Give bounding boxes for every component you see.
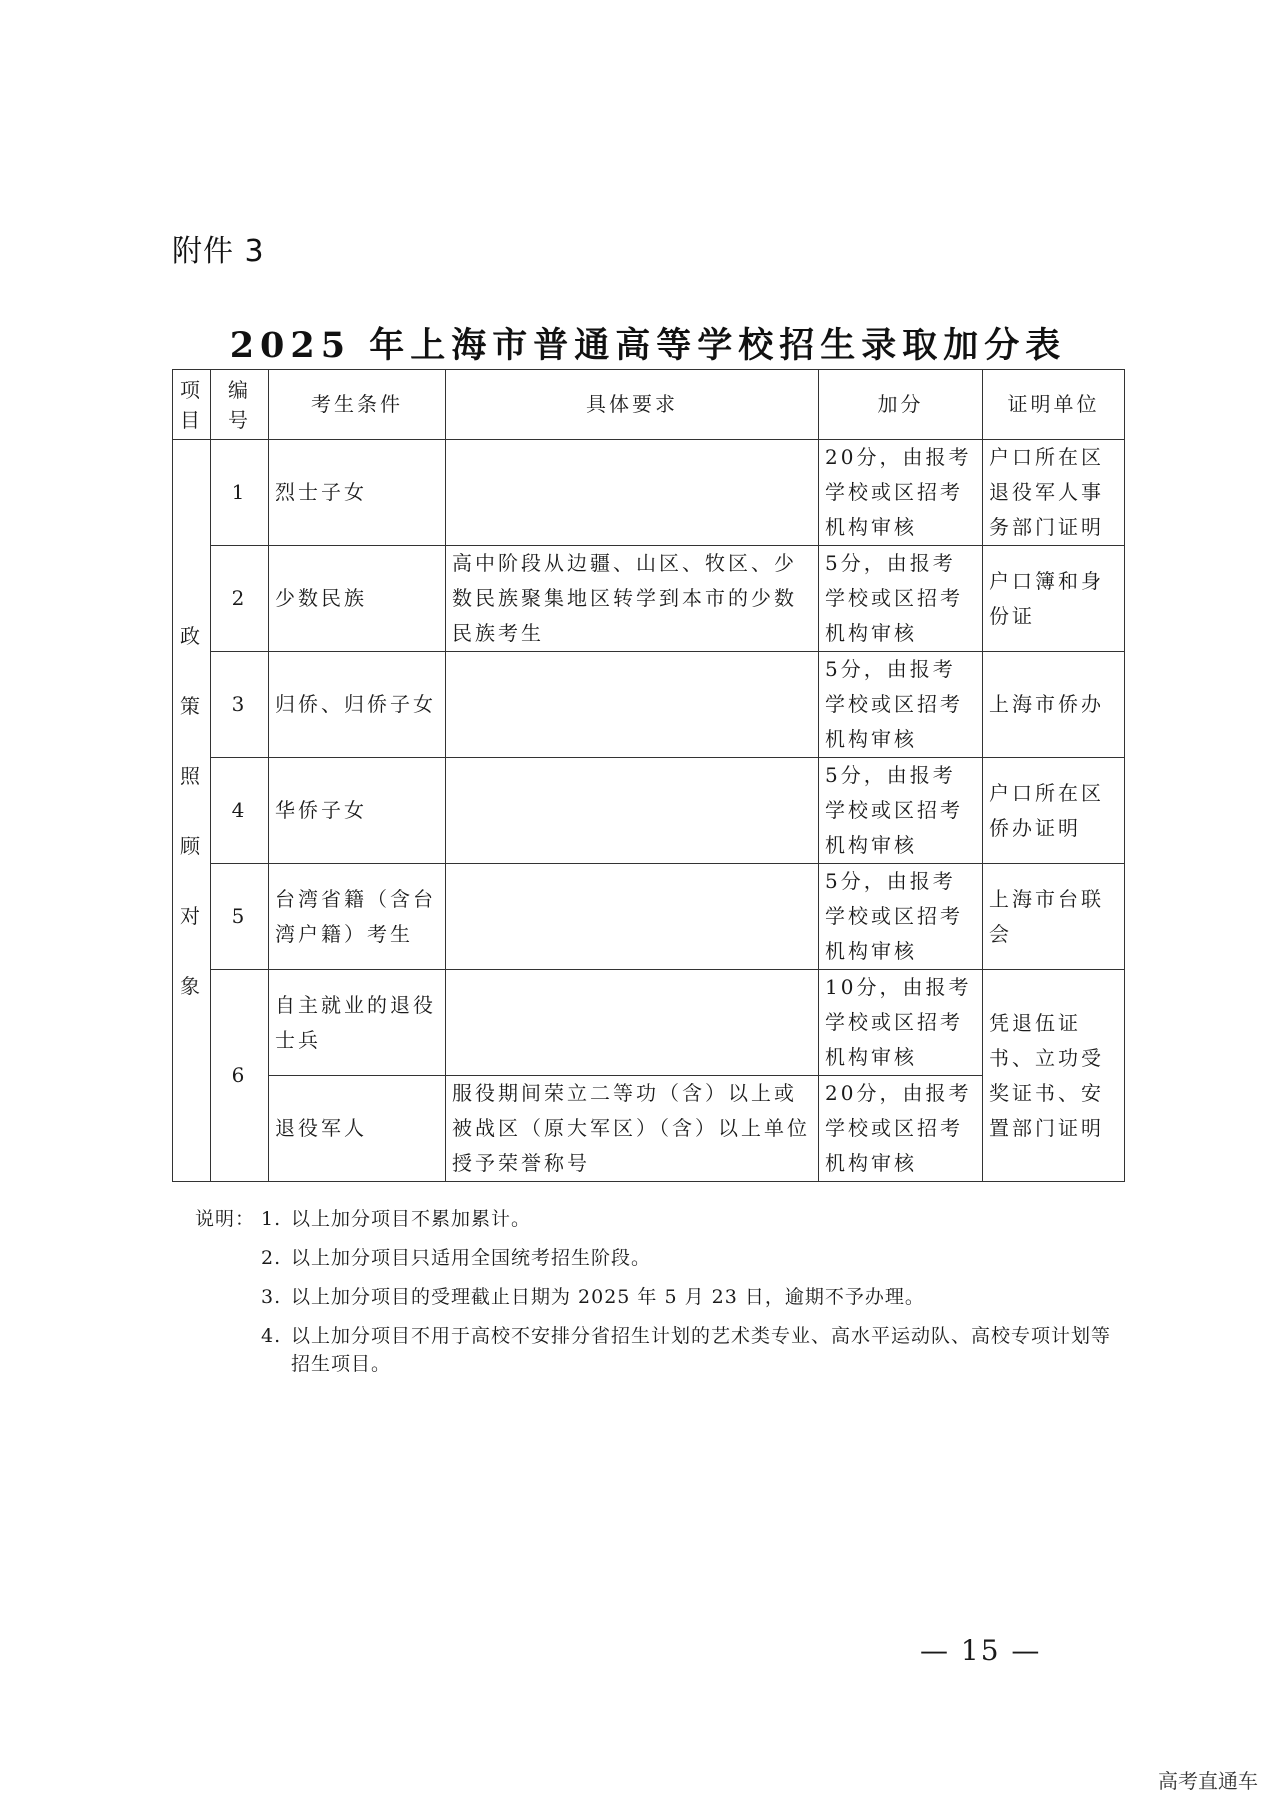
header-item: 项 目 (173, 370, 211, 440)
table-row (173, 758, 1125, 864)
row-certifier: 上海市侨办 (983, 652, 1125, 758)
row-requirement (446, 652, 819, 758)
header-bonus: 加分 (819, 370, 983, 440)
row-bonus: 5分，由报考学校或区招考机构审核 (819, 652, 983, 758)
note-item: 3. 以上加分项目的受理截止日期为 2025 年 5 月 23 日，逾期不予办理。 (261, 1286, 925, 1308)
page-title: 2025 年上海市普通高等学校招生录取加分表 (229, 325, 1067, 366)
table-header-row (173, 370, 1125, 440)
row-requirement (446, 970, 819, 1076)
row-condition: 烈士子女 (269, 440, 446, 546)
notes-label: 说明： (195, 1208, 256, 1230)
notes-section (195, 1205, 1125, 1389)
attachment-label: 附件 3 (172, 234, 265, 269)
row-number: 2 (211, 546, 269, 652)
row-certifier: 上海市台联会 (983, 864, 1125, 970)
note-item: 4. 以上加分项目不用于高校不安排分省招生计划的艺术类专业、高水平运动队、高校专项计划等招生项目。 (261, 1325, 1112, 1375)
header-requirement: 具体要求 (446, 370, 819, 440)
row-bonus: 20分，由报考学校或区招考机构审核 (819, 1076, 983, 1182)
row-bonus: 5分，由报考学校或区招考机构审核 (819, 758, 983, 864)
row-number: 5 (211, 864, 269, 970)
row-requirement (446, 758, 819, 864)
page-number: — 15 — (920, 1634, 1042, 1667)
table-row (173, 546, 1125, 652)
row-number: 4 (211, 758, 269, 864)
table-row (173, 864, 1125, 970)
row-condition: 自主就业的退役士兵 (269, 970, 446, 1076)
watermark: 高考直通车 (1158, 1769, 1258, 1793)
table-row (173, 970, 1125, 1076)
header-certifier: 证明单位 (983, 370, 1125, 440)
bonus-points-table (172, 369, 1125, 1182)
table-row (173, 440, 1125, 546)
row-requirement (446, 440, 819, 546)
row-condition: 退役军人 (269, 1076, 446, 1182)
row-condition: 归侨、归侨子女 (269, 652, 446, 758)
table-row (173, 652, 1125, 758)
row-condition: 少数民族 (269, 546, 446, 652)
row-bonus: 20分，由报考学校或区招考机构审核 (819, 440, 983, 546)
row-requirement: 服役期间荣立二等功（含）以上或被战区（原大军区）（含）以上单位授予荣誉称号 (446, 1076, 819, 1182)
row-number: 6 (211, 970, 269, 1182)
row-certifier: 户口簿和身份证 (983, 546, 1125, 652)
row-certifier: 凭退伍证书、立功受奖证书、安置部门证明 (983, 970, 1125, 1182)
row-bonus: 5分，由报考学校或区招考机构审核 (819, 546, 983, 652)
row-number: 3 (211, 652, 269, 758)
row-condition: 华侨子女 (269, 758, 446, 864)
note-item: 2. 以上加分项目只适用全国统考招生阶段。 (261, 1247, 652, 1269)
row-bonus: 5分，由报考学校或区招考机构审核 (819, 864, 983, 970)
row-certifier: 户口所在区退役军人事务部门证明 (983, 440, 1125, 546)
row-requirement (446, 864, 819, 970)
row-requirement: 高中阶段从边疆、山区、牧区、少数民族聚集地区转学到本市的少数民族考生 (446, 546, 819, 652)
row-condition: 台湾省籍（含台湾户籍）考生 (269, 864, 446, 970)
header-condition: 考生条件 (269, 370, 446, 440)
row-bonus: 10分，由报考学校或区招考机构审核 (819, 970, 983, 1076)
category-cell: 政 策 照 顾 对 象 (173, 440, 211, 1182)
note-item: 说明： 1. 以上加分项目不累加累计。 (195, 1205, 1125, 1233)
row-certifier: 户口所在区侨办证明 (983, 758, 1125, 864)
table-row (173, 1076, 1125, 1182)
header-number: 编 号 (211, 370, 269, 440)
row-number: 1 (211, 440, 269, 546)
